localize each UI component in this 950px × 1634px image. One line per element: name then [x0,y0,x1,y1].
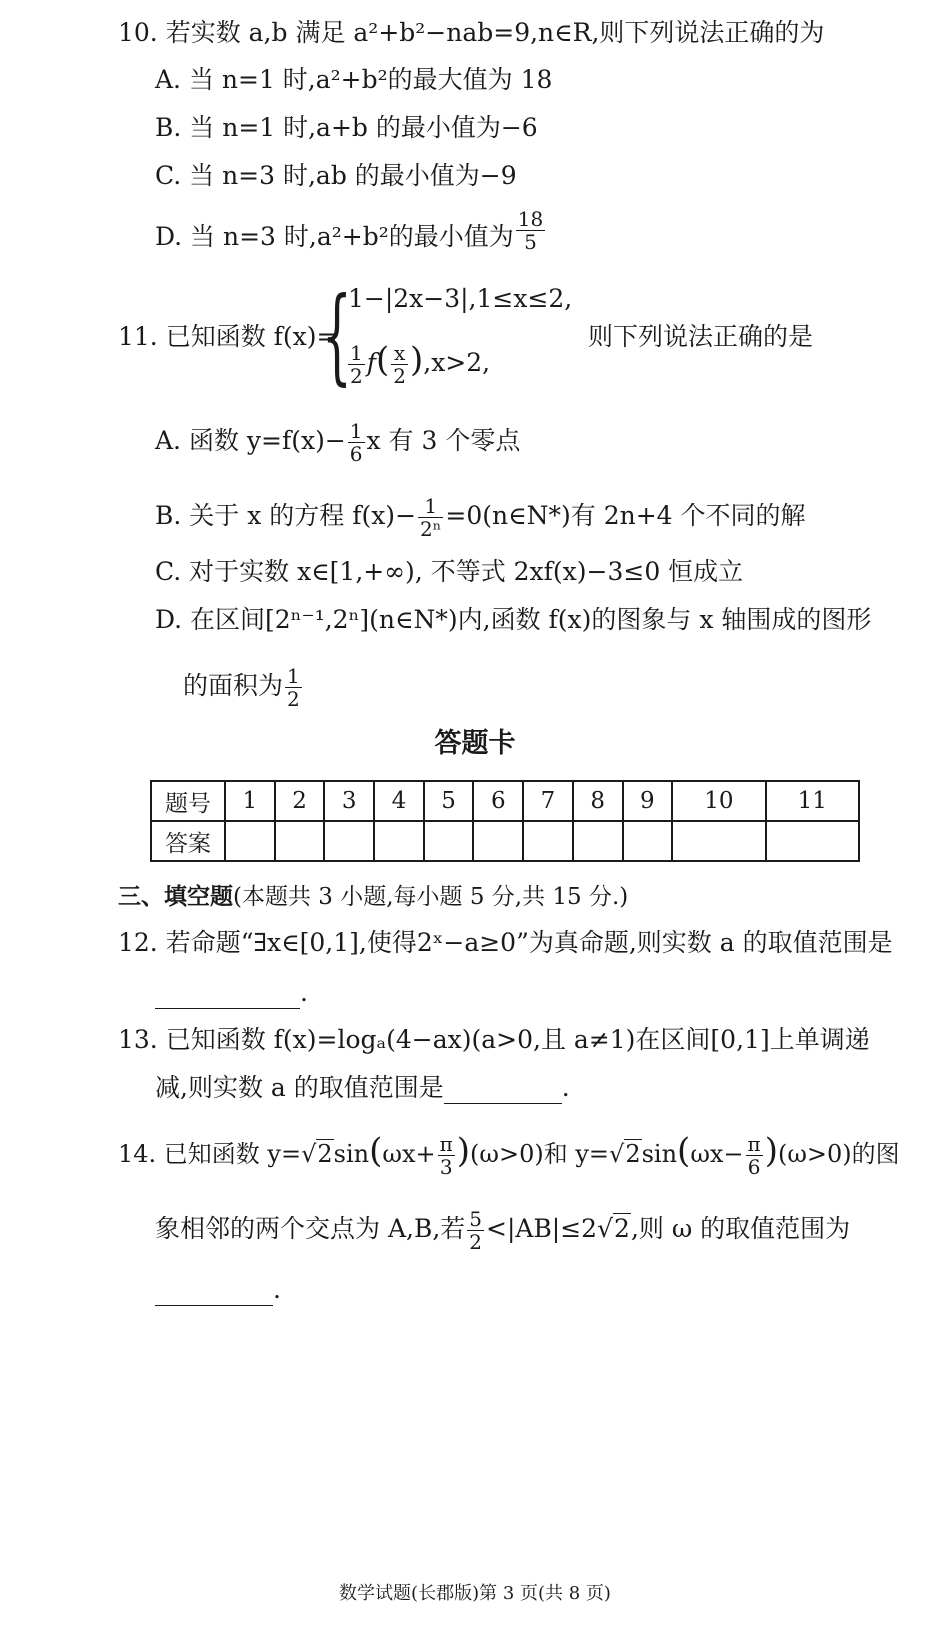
q14-l1-a: 14. 已知函数 y= [118,1140,302,1168]
q12-period: . [300,978,308,1007]
q14-frac-1 [438,1133,455,1178]
answer-card-number-cell: 2 [275,781,325,821]
q14-frac-2-num: π [747,1132,761,1156]
q14-frac-2 [746,1133,763,1178]
q14-answer-blank[interactable] [155,1275,273,1306]
q14-lparen-1: ( [369,1131,383,1171]
q14-l1-c: ωx+ [382,1140,436,1168]
q14-sqrt-2-radicand: 2 [625,1140,641,1168]
q14-l1-f: (ω>0)的图 [777,1140,900,1168]
q12-answer-blank[interactable] [155,978,300,1009]
q11-case-2-lparen: ( [376,340,390,380]
q10-stem: 10. 若实数 a,b 满足 a²+b²−nab=9,n∈R,则下列说法正确的为 [118,18,825,47]
q13-period: . [561,1073,570,1102]
q14-frac-1-den: 3 [439,1155,453,1179]
q11-option-a-post: x 有 3 个零点 [366,426,521,455]
q11-option-b-fraction [418,495,443,540]
q14-l2-fraction [467,1208,484,1253]
q14-l2-den: 2 [469,1230,483,1254]
q14-rparen-2: ) [764,1131,778,1171]
q11-option-a-num: 1 [349,419,363,443]
answer-card-number-header: 题号 [151,781,225,821]
q11-option-d-line2 [183,665,304,710]
q14-l2-b: <|AB|≤2 [486,1214,598,1243]
q11-case-1: 1−|2x−3|,1≤x≤2, [348,284,573,313]
answer-cell-7[interactable] [523,821,573,861]
answer-card-number-cell: 5 [424,781,474,821]
q11-option-d-num: 1 [287,664,300,688]
q14-sqrt-3-radicand: 2 [614,1214,630,1243]
q14-l2-a: 象相邻的两个交点为 A,B,若 [155,1214,466,1243]
answer-cell-5[interactable] [424,821,474,861]
q11-option-a [155,420,520,465]
q11-option-b [155,495,806,540]
q10-option-d-text: D. 当 n=3 时,a²+b²的最小值为 [155,222,514,251]
q11-lead: 11. 已知函数 f(x)= [118,322,338,351]
answer-cell-2[interactable] [275,821,325,861]
q11-case-2-coef-num: 1 [350,341,363,365]
q14-line3 [155,1275,281,1306]
q14-sqrt-2: √2 [609,1140,641,1168]
q11-option-b-post: =0(n∈N*)有 2n+4 个不同的解 [445,501,806,530]
q10-option-d-fraction [516,208,545,253]
q12-line1: 12. 若命题“∃x∈[0,1],使得2ˣ−a≥0”为真命题,则实数 a 的取值范围是 [118,928,893,957]
answer-card-number-cell: 8 [573,781,623,821]
answer-card-number-cell: 7 [523,781,573,821]
q11-case-2-coef [348,342,365,387]
q13-answer-blank[interactable] [444,1073,562,1104]
answer-card-number-row [151,781,859,821]
section-3-title: 三、填空题 [118,884,233,910]
q13-line1: 13. 已知函数 f(x)=logₐ(4−ax)(a>0,且 a≠1)在区间[0,1]上单调递 [118,1025,870,1054]
answer-cell-10[interactable] [672,821,765,861]
q11-option-b-pre: B. 关于 x 的方程 f(x)− [155,501,417,530]
q14-lparen-2: ( [677,1131,691,1171]
answer-card-number-cell: 10 [672,781,765,821]
q11-option-c: C. 对于实数 x∈[1,+∞), 不等式 2xf(x)−3≤0 恒成立 [155,557,744,586]
section-3-heading [118,882,628,912]
q14-sqrt-3: √2 [597,1214,630,1243]
q14-frac-1-num: π [439,1132,453,1156]
q11-option-b-den: 2ⁿ [420,517,442,541]
q11-case-2-coef-den: 2 [350,364,363,388]
q11-option-a-den: 6 [349,442,363,466]
q11-option-d-den: 2 [287,687,300,711]
q14-l1-d: (ω>0)和 y= [470,1140,610,1168]
q10-option-c: C. 当 n=3 时,ab 的最小值为−9 [155,161,517,190]
answer-card-title: 答题卡 [434,728,516,759]
answer-card-answer-header: 答案 [151,821,225,861]
q10-option-a: A. 当 n=1 时,a²+b²的最大值为 18 [155,65,553,94]
q11-option-a-pre: A. 函数 y=f(x)− [155,426,346,455]
answer-cell-9[interactable] [623,821,673,861]
q14-sqrt-1-radicand: 2 [317,1140,333,1168]
answer-cell-6[interactable] [473,821,523,861]
answer-card-number-cell: 6 [473,781,523,821]
q14-l2-c: ,则 ω 的取值范围为 [630,1214,851,1243]
q10-option-d-numerator: 18 [517,207,544,231]
answer-card-number-cell: 9 [623,781,673,821]
q14-frac-2-den: 6 [747,1155,761,1179]
q11-case-2-arg [391,342,408,387]
q11-case-2 [346,342,490,387]
page-footer: 数学试题(长郡版)第 3 页(共 8 页) [339,1583,611,1604]
q10-option-d [155,207,547,254]
q11-case-2-arg-den: 2 [393,364,406,388]
q11-case-2-rparen: ) [410,340,424,380]
q14-sqrt-1: √2 [301,1140,333,1168]
q14-rparen-1: ) [456,1131,471,1171]
section-3-note: (本题共 3 小题,每小题 5 分,共 15 分.) [233,884,629,910]
answer-card-number-cell: 3 [324,781,374,821]
q14-sin-1: sin [333,1140,370,1168]
answer-cell-3[interactable] [324,821,374,861]
q11-case-2-condition: ,x>2, [423,348,491,377]
answer-cell-1[interactable] [225,821,275,861]
answer-cell-4[interactable] [374,821,424,861]
answer-cell-11[interactable] [766,821,859,861]
q11-option-d-line1: D. 在区间[2ⁿ⁻¹,2ⁿ](n∈N*)内,函数 f(x)的图象与 x 轴围成的图形 [155,605,872,634]
q11-option-a-fraction [348,420,365,465]
q10-option-b: B. 当 n=1 时,a+b 的最小值为−6 [155,113,538,142]
q13-line2-text: 减,则实数 a 的取值范围是 [155,1073,444,1102]
q12-line2 [155,978,308,1009]
answer-card-number-cell: 1 [225,781,275,821]
answer-card-answer-row [151,821,859,861]
q14-line1 [118,1133,900,1178]
q11-option-d-text: 的面积为 [183,671,284,700]
q14-sin-2: sin [641,1140,678,1168]
q10-option-d-denominator: 5 [524,230,537,254]
q11-tail: 则下列说法正确的是 [588,322,814,351]
q13-line2 [155,1073,570,1104]
answer-cell-8[interactable] [573,821,623,861]
q14-l2-num: 5 [469,1207,483,1231]
q11-case-2-f: f [366,348,376,377]
answer-card-number-cell: 4 [374,781,424,821]
answer-card-table [150,780,860,862]
q14-period: . [273,1275,281,1304]
q11-option-d-fraction [285,665,302,710]
q14-l1-e: ωx− [690,1140,744,1168]
q11-case-2-arg-num: x [391,342,408,365]
answer-card-number-cell: 11 [766,781,859,821]
q11-piecewise-brace: { [322,274,352,396]
q11-option-b-num: 1 [418,495,443,518]
q14-line2 [155,1208,850,1253]
